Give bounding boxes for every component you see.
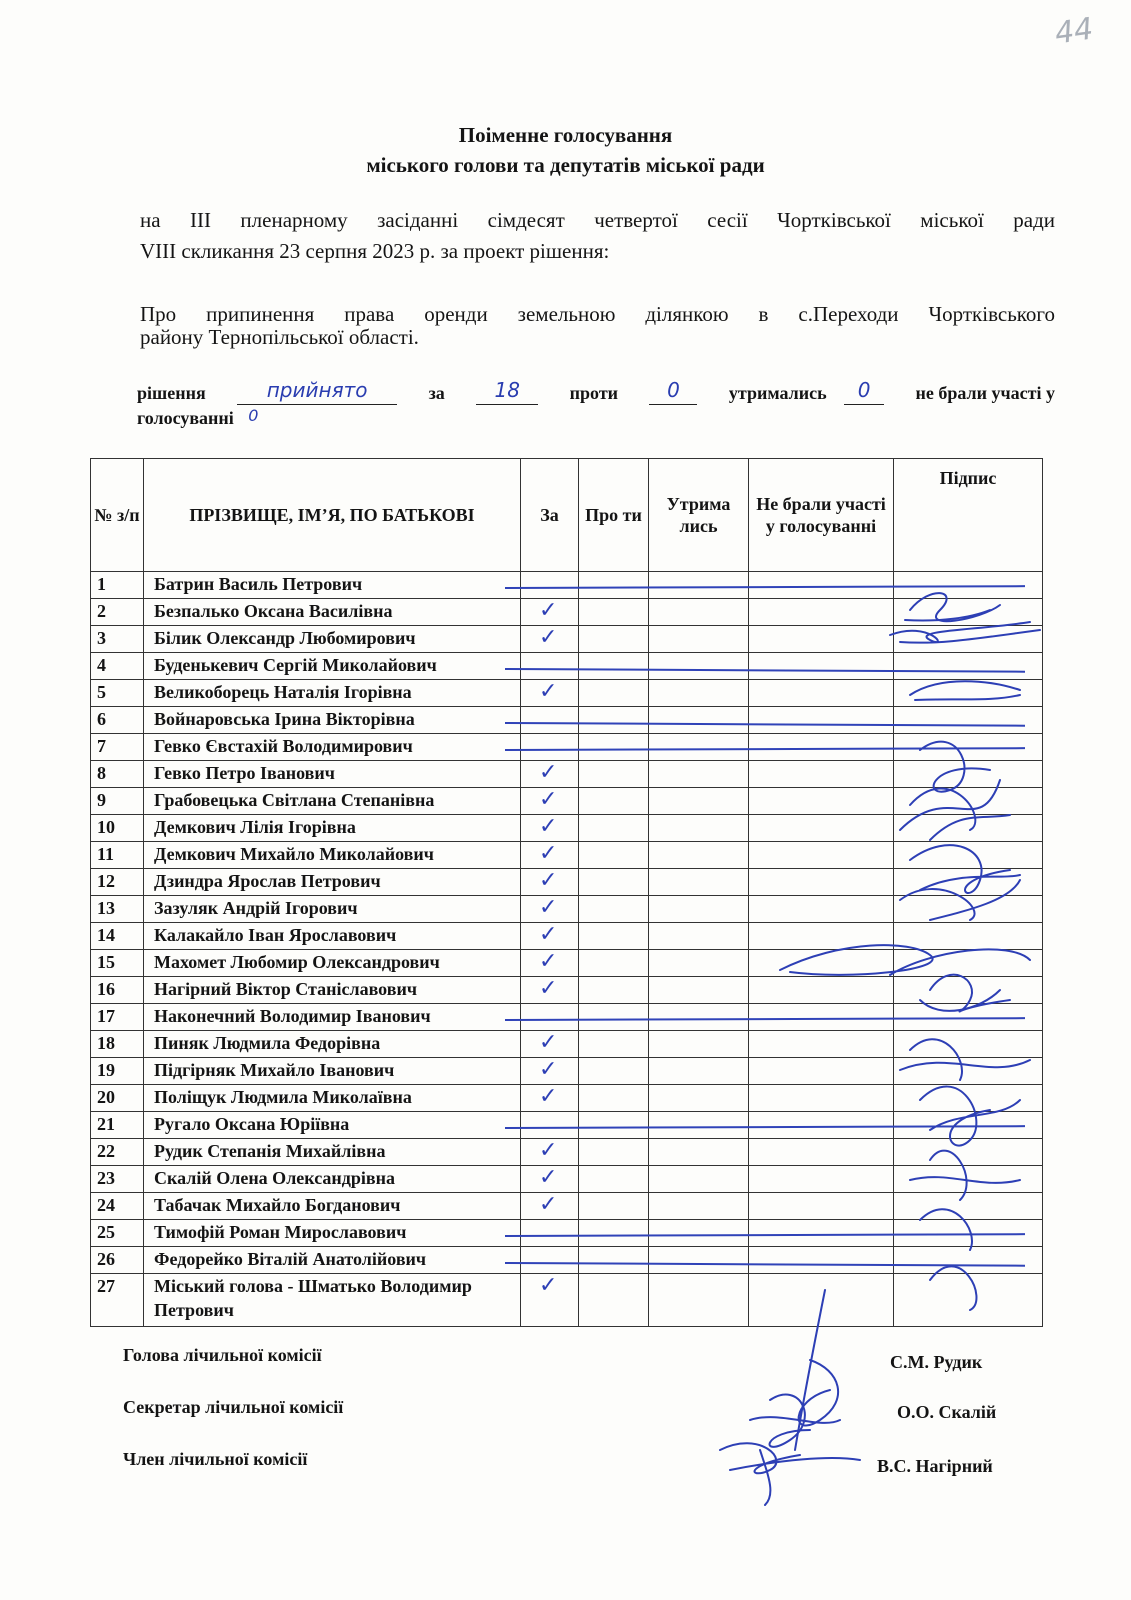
signature-cell	[894, 1031, 1043, 1058]
deputy-name: Поліщук Людмила Миколаївна	[144, 1085, 521, 1112]
vote-against-cell	[579, 599, 649, 626]
vote-abstained-cell	[649, 1085, 749, 1112]
row-number: 21	[91, 1112, 144, 1139]
vote-abstained-cell	[649, 707, 749, 734]
row-number: 17	[91, 1004, 144, 1031]
deputy-name: Підгірняк Михайло Іванович	[144, 1058, 521, 1085]
deputy-name: Батрин Василь Петрович	[144, 572, 521, 599]
row-number: 16	[91, 977, 144, 1004]
row-number: 3	[91, 626, 144, 653]
row-number: 13	[91, 896, 144, 923]
vote-not-voted-cell	[749, 923, 894, 950]
signature-cell	[894, 680, 1043, 707]
document-subtitle: міського голови та депутатів міської ради	[366, 153, 765, 177]
vote-against-cell	[579, 896, 649, 923]
vote-for-mark	[521, 734, 579, 761]
deputy-name: Демкович Михайло Миколайович	[144, 842, 521, 869]
vote-abstained-cell	[649, 599, 749, 626]
signature-cell	[894, 842, 1043, 869]
deputy-name: Пиняк Людмила Федорівна	[144, 1031, 521, 1058]
vote-not-voted-cell	[749, 1139, 894, 1166]
vote-against-cell	[579, 869, 649, 896]
for-label: за	[428, 383, 445, 403]
col-header-for: За	[521, 459, 579, 572]
table-row	[91, 842, 1043, 869]
vote-abstained-cell	[649, 869, 749, 896]
vote-not-voted-cell	[749, 707, 894, 734]
vote-for-mark: ✓	[521, 680, 579, 707]
row-number: 6	[91, 707, 144, 734]
vote-against-cell	[579, 761, 649, 788]
vote-against-cell	[579, 626, 649, 653]
table-row	[91, 1031, 1043, 1058]
vote-against-cell	[579, 923, 649, 950]
vote-against-cell	[579, 1085, 649, 1112]
deputy-name: Буденькевич Сергій Миколайович	[144, 653, 521, 680]
vote-not-voted-cell	[749, 896, 894, 923]
table-row	[91, 1058, 1043, 1085]
vote-against-cell	[579, 1274, 649, 1327]
vote-abstained-cell	[649, 1031, 749, 1058]
table-row	[91, 1193, 1043, 1220]
vote-for-mark: ✓	[521, 842, 579, 869]
deputy-name: Войнаровська Ірина Вікторівна	[144, 707, 521, 734]
table-header-row	[91, 459, 1043, 572]
vote-not-voted-cell	[749, 1085, 894, 1112]
vote-not-voted-cell	[749, 842, 894, 869]
vote-against-cell	[579, 1058, 649, 1085]
deputy-name: Махомет Любомир Олександрович	[144, 950, 521, 977]
vote-abstained-cell	[649, 896, 749, 923]
not-voted-value: 0	[248, 406, 259, 425]
row-number: 7	[91, 734, 144, 761]
deputy-name: Грабовецька Світлана Степанівна	[144, 788, 521, 815]
signature-cell	[894, 815, 1043, 842]
vote-abstained-cell	[649, 653, 749, 680]
commission-secretary-label: Секретар лічильної комісії	[123, 1397, 344, 1417]
table-row	[91, 1247, 1043, 1274]
col-header-name: ПРІЗВИЩЕ, ІМ’Я, ПО БАТЬКОВІ	[144, 459, 521, 572]
commission-chair-name: С.М. Рудик	[890, 1352, 983, 1372]
vote-against-cell	[579, 680, 649, 707]
signature-cell	[894, 653, 1043, 680]
vote-not-voted-cell	[749, 1247, 894, 1274]
vote-for-mark: ✓	[521, 761, 579, 788]
vote-abstained-cell	[649, 923, 749, 950]
vote-against-cell	[579, 788, 649, 815]
table-row	[91, 1085, 1043, 1112]
vote-abstained-cell	[649, 977, 749, 1004]
vote-for-mark: ✓	[521, 788, 579, 815]
deputy-name: Безпалько Оксана Василівна	[144, 599, 521, 626]
vote-not-voted-cell	[749, 869, 894, 896]
vote-for-mark	[521, 1247, 579, 1274]
signature-cell	[894, 707, 1043, 734]
vote-against-cell	[579, 815, 649, 842]
table-row	[91, 869, 1043, 896]
vote-against-cell	[579, 707, 649, 734]
page-number-mark: 44	[1052, 11, 1096, 52]
table-row	[91, 1139, 1043, 1166]
vote-abstained-cell	[649, 950, 749, 977]
row-number: 12	[91, 869, 144, 896]
commission-member-label: Член лічильної комісії	[123, 1449, 308, 1469]
vote-for-mark: ✓	[521, 869, 579, 896]
row-number: 27	[91, 1274, 144, 1327]
abstained-value: 0	[857, 378, 871, 402]
signature-cell	[894, 869, 1043, 896]
vote-not-voted-cell	[749, 626, 894, 653]
vote-against-cell	[579, 1112, 649, 1139]
row-number: 25	[91, 1220, 144, 1247]
signature-cell	[894, 626, 1043, 653]
row-number: 9	[91, 788, 144, 815]
vote-abstained-cell	[649, 1193, 749, 1220]
row-number: 8	[91, 761, 144, 788]
row-number: 20	[91, 1085, 144, 1112]
table-row	[91, 1166, 1043, 1193]
deputy-name: Федорейко Віталій Анатолійович	[144, 1247, 521, 1274]
signature-cell	[894, 977, 1043, 1004]
row-number: 15	[91, 950, 144, 977]
commission-chair-label: Голова лічильної комісії	[123, 1345, 322, 1365]
deputy-name: Табачак Михайло Богданович	[144, 1193, 521, 1220]
signature-cell	[894, 1247, 1043, 1274]
vote-not-voted-cell	[749, 788, 894, 815]
vote-not-voted-cell	[749, 950, 894, 977]
deputy-name: Наконечний Володимир Іванович	[144, 1004, 521, 1031]
commission-member-name: В.С. Нагірний	[877, 1456, 993, 1476]
signature-cell	[894, 1058, 1043, 1085]
vote-against-cell	[579, 1247, 649, 1274]
vote-not-voted-cell	[749, 1031, 894, 1058]
vote-against-cell	[579, 1166, 649, 1193]
vote-not-voted-cell	[749, 1193, 894, 1220]
col-header-against: Про ти	[579, 459, 649, 572]
vote-abstained-cell	[649, 1220, 749, 1247]
vote-against-cell	[579, 1031, 649, 1058]
not-voted-field	[238, 406, 268, 430]
vote-for-mark: ✓	[521, 923, 579, 950]
signature-cell	[894, 1166, 1043, 1193]
vote-for-mark: ✓	[521, 950, 579, 977]
vote-not-voted-cell	[749, 815, 894, 842]
table-row	[91, 788, 1043, 815]
col-header-abstained: Утрима лись	[649, 459, 749, 572]
against-value: 0	[667, 378, 680, 402]
table-row	[91, 950, 1043, 977]
row-number: 26	[91, 1247, 144, 1274]
vote-abstained-cell	[649, 842, 749, 869]
vote-against-cell	[579, 653, 649, 680]
decision-label: рішення	[137, 383, 206, 403]
vote-for-mark: ✓	[521, 1031, 579, 1058]
vote-for-mark	[521, 707, 579, 734]
vote-for-mark: ✓	[521, 1166, 579, 1193]
vote-for-mark: ✓	[521, 1139, 579, 1166]
deputy-name: Зазуляк Андрій Ігорович	[144, 896, 521, 923]
vote-against-cell	[579, 572, 649, 599]
not-voted-label-cont: голосуванні	[137, 408, 234, 428]
vote-abstained-cell	[649, 1166, 749, 1193]
table-row	[91, 761, 1043, 788]
vote-for-mark: ✓	[521, 896, 579, 923]
vote-for-mark: ✓	[521, 977, 579, 1004]
vote-abstained-cell	[649, 788, 749, 815]
table-row	[91, 653, 1043, 680]
signature-cell	[894, 950, 1043, 977]
deputy-name: Білик Олександр Любомирович	[144, 626, 521, 653]
vote-abstained-cell	[649, 572, 749, 599]
deputy-name: Рудик Степанія Михайлівна	[144, 1139, 521, 1166]
vote-not-voted-cell	[749, 599, 894, 626]
against-label: проти	[569, 383, 619, 403]
row-number: 10	[91, 815, 144, 842]
against-field	[649, 378, 697, 405]
draft-decision-subject-line1: Про припинення права оренди земельною ділянкою в с.Переходи Чортківського	[140, 302, 1055, 326]
vote-result	[137, 378, 1055, 430]
vote-for-mark	[521, 653, 579, 680]
vote-against-cell	[579, 1139, 649, 1166]
vote-abstained-cell	[649, 680, 749, 707]
decision-value: прийнято	[266, 378, 368, 402]
vote-not-voted-cell	[749, 653, 894, 680]
table-row	[91, 896, 1043, 923]
row-number: 23	[91, 1166, 144, 1193]
vote-against-cell	[579, 734, 649, 761]
row-number: 11	[91, 842, 144, 869]
deputy-name: Скалій Олена Олександрівна	[144, 1166, 521, 1193]
session-info-line2: VIІI скликання 23 серпня 2023 р. за проект рішення:	[140, 239, 610, 263]
vote-for-mark	[521, 572, 579, 599]
vote-for-mark: ✓	[521, 815, 579, 842]
vote-against-cell	[579, 1220, 649, 1247]
vote-against-cell	[579, 842, 649, 869]
vote-not-voted-cell	[749, 1166, 894, 1193]
table-row	[91, 923, 1043, 950]
signature-cell	[894, 599, 1043, 626]
deputy-name: Великоборець Наталія Ігорівна	[144, 680, 521, 707]
row-number: 24	[91, 1193, 144, 1220]
signature-cell	[894, 761, 1043, 788]
vote-abstained-cell	[649, 1112, 749, 1139]
vote-not-voted-cell	[749, 1274, 894, 1327]
row-number: 18	[91, 1031, 144, 1058]
decision-field	[237, 378, 397, 405]
deputy-name: Нагірний Віктор Станіславович	[144, 977, 521, 1004]
vote-not-voted-cell	[749, 1058, 894, 1085]
row-number: 1	[91, 572, 144, 599]
table-row	[91, 626, 1043, 653]
vote-abstained-cell	[649, 734, 749, 761]
abstained-field	[844, 378, 884, 405]
table-row	[91, 680, 1043, 707]
deputy-name: Калакайло Іван Ярославович	[144, 923, 521, 950]
col-header-signature: Підпис	[894, 459, 1043, 572]
vote-abstained-cell	[649, 761, 749, 788]
abstained-label: утримались	[728, 383, 827, 403]
table-row	[91, 815, 1043, 842]
vote-not-voted-cell	[749, 680, 894, 707]
not-voted-label: не брали участі у	[915, 383, 1055, 403]
vote-against-cell	[579, 1193, 649, 1220]
signature-cell	[894, 1139, 1043, 1166]
row-number: 4	[91, 653, 144, 680]
vote-for-mark: ✓	[521, 626, 579, 653]
deputy-name: Міський голова - Шматько Володимир Петрович	[144, 1274, 521, 1327]
vote-against-cell	[579, 977, 649, 1004]
vote-for-mark: ✓	[521, 1274, 579, 1327]
signature-cell	[894, 1193, 1043, 1220]
col-header-num: № з/п	[91, 459, 144, 572]
draft-decision-subject-line2: району Тернопільської області.	[140, 325, 419, 349]
vote-abstained-cell	[649, 1058, 749, 1085]
signature-cell	[894, 1085, 1043, 1112]
vote-for-mark: ✓	[521, 1193, 579, 1220]
vote-not-voted-cell	[749, 761, 894, 788]
signature-cell	[894, 1274, 1043, 1327]
signature-cell	[894, 788, 1043, 815]
row-number: 14	[91, 923, 144, 950]
row-number: 19	[91, 1058, 144, 1085]
signature-cell	[894, 923, 1043, 950]
row-number: 2	[91, 599, 144, 626]
deputy-name: Гевко Петро Іванович	[144, 761, 521, 788]
vote-abstained-cell	[649, 1247, 749, 1274]
vote-against-cell	[579, 950, 649, 977]
col-header-not-voted: Не брали участі у голосуванні	[749, 459, 894, 572]
vote-against-cell	[579, 1004, 649, 1031]
row-number: 22	[91, 1139, 144, 1166]
vote-for-mark	[521, 1112, 579, 1139]
table-row	[91, 599, 1043, 626]
vote-not-voted-cell	[749, 977, 894, 1004]
vote-abstained-cell	[649, 1274, 749, 1327]
vote-for-mark	[521, 1220, 579, 1247]
session-info-line1: на ІІІ пленарному засіданні сімдесят четвертої сесії Чортківської міської ради	[140, 208, 1055, 232]
table-row	[91, 977, 1043, 1004]
vote-abstained-cell	[649, 1004, 749, 1031]
for-value: 18	[494, 378, 520, 402]
commission-secretary-name: О.О. Скалій	[897, 1402, 997, 1422]
vote-abstained-cell	[649, 815, 749, 842]
vote-for-mark: ✓	[521, 599, 579, 626]
deputy-name: Дзиндра Ярослав Петрович	[144, 869, 521, 896]
vote-abstained-cell	[649, 1139, 749, 1166]
vote-abstained-cell	[649, 626, 749, 653]
deputy-name: Демкович Лілія Ігорівна	[144, 815, 521, 842]
vote-for-mark: ✓	[521, 1058, 579, 1085]
signature-cell	[894, 896, 1043, 923]
deputy-name: Гевко Євстахій Володимирович	[144, 734, 521, 761]
table-row	[91, 1274, 1043, 1327]
vote-for-mark	[521, 1004, 579, 1031]
deputy-name: Тимофій Роман Мирославович	[144, 1220, 521, 1247]
vote-for-mark: ✓	[521, 1085, 579, 1112]
table-row	[91, 707, 1043, 734]
document-title: Поіменне голосування	[458, 123, 673, 147]
row-number: 5	[91, 680, 144, 707]
for-field	[476, 378, 538, 405]
deputy-name: Ругало Оксана Юріївна	[144, 1112, 521, 1139]
